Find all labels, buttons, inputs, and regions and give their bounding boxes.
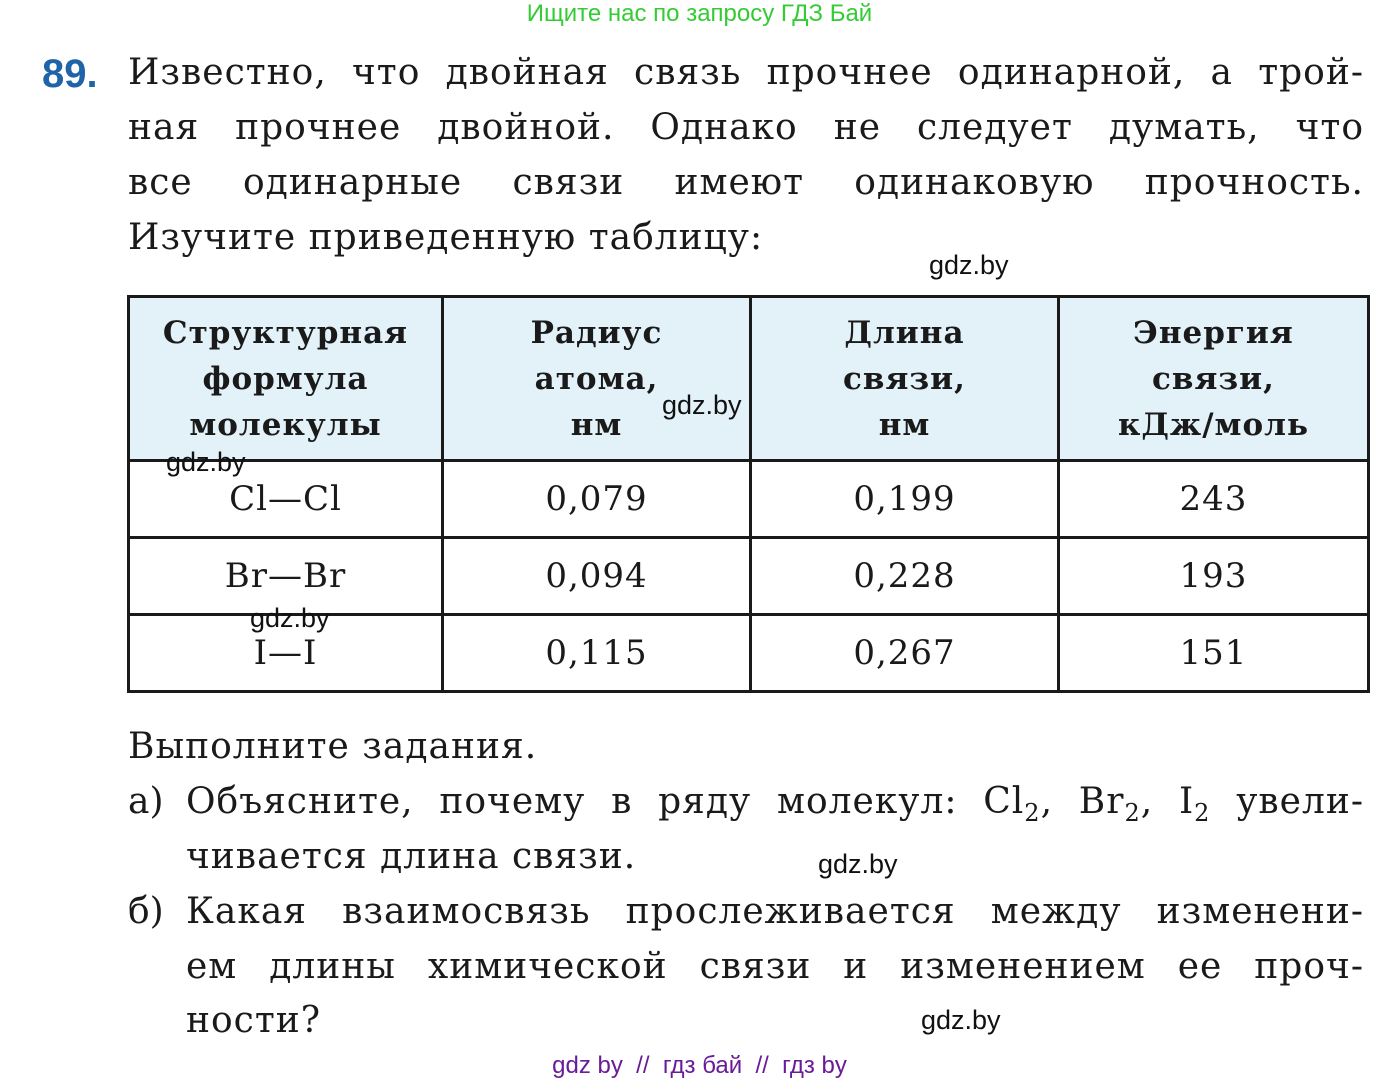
header-formula-line-1: Структурная	[162, 314, 409, 351]
cell-radius: 0,094	[443, 538, 751, 615]
cell-formula: I—I	[129, 615, 443, 692]
header-length-line-2: связи,	[843, 360, 966, 397]
watermark: gdz.by	[921, 1005, 1001, 1035]
header-length-line-3: нм	[878, 406, 931, 443]
item-b-label: б)	[128, 891, 164, 932]
item-a-line-1	[186, 781, 1364, 827]
subscript: 2	[1024, 799, 1041, 827]
header-formula	[129, 297, 443, 461]
watermark: gdz.by	[818, 849, 898, 879]
assignments-heading: Выполните задания.	[128, 726, 538, 767]
item-a-line-2: чивается длина связи.	[186, 836, 637, 877]
cell-length: 0,267	[751, 615, 1059, 692]
header-radius-line-3: нм	[570, 406, 623, 443]
intro-line-1: Известно, что двойная связь прочнее одинарной, а трой-	[128, 52, 1364, 93]
top-banner: Ищите нас по запросу ГДЗ Бай	[526, 0, 873, 27]
item-b-line-2: ем длины химической связи и изменением ее проч-	[186, 946, 1364, 987]
footer-watermark: gdz by // гдз бай // гдз by	[552, 1052, 847, 1079]
header-radius-line-2: атома,	[534, 360, 659, 397]
header-length	[751, 297, 1059, 461]
subscript: 2	[1194, 799, 1211, 827]
item-a-suffix: увели-	[1210, 781, 1364, 822]
cell-energy: 151	[1059, 615, 1369, 692]
header-length-line-1: Длина	[844, 314, 965, 351]
separator: ,	[1140, 781, 1179, 822]
header-energy-line-1: Энергия	[1133, 314, 1294, 351]
header-formula-line-2: формула	[202, 360, 369, 397]
item-b-line-1: Какая взаимосвязь прослеживается между изменени-	[186, 891, 1364, 932]
watermark: gdz.by	[662, 390, 742, 420]
task-number: 89.	[42, 52, 98, 96]
cell-energy: 193	[1059, 538, 1369, 615]
cell-radius: 0,079	[443, 461, 751, 538]
header-formula-line-3: молекулы	[189, 406, 382, 443]
cell-formula: Br—Br	[129, 538, 443, 615]
intro-line-4: Изучите приведенную таблицу:	[128, 217, 764, 258]
table-row	[129, 461, 1369, 538]
item-b-line-3: ности?	[186, 1000, 322, 1041]
cell-length: 0,228	[751, 538, 1059, 615]
table-header-row	[129, 297, 1369, 461]
item-a-prefix: Объясните, почему в ряду молекул:	[186, 781, 984, 822]
cell-radius: 0,115	[443, 615, 751, 692]
molecule-cl: Cl	[983, 781, 1025, 822]
header-energy-line-3: кДж/моль	[1117, 406, 1310, 443]
header-energy	[1059, 297, 1369, 461]
watermark: gdz.by	[166, 447, 246, 477]
watermark: gdz.by	[929, 250, 1009, 280]
subscript: 2	[1124, 799, 1141, 827]
header-radius-line-1: Радиус	[530, 314, 663, 351]
molecule-i: I	[1178, 781, 1195, 822]
cell-formula: Cl—Cl	[129, 461, 443, 538]
header-energy-line-2: связи,	[1152, 360, 1275, 397]
intro-line-3: все одинарные связи имеют одинаковую прочность.	[128, 162, 1364, 203]
molecule-br: Br	[1078, 781, 1125, 822]
item-a-label: а)	[128, 781, 164, 822]
intro-line-2: ная прочнее двойной. Однако не следует думать, что	[128, 107, 1364, 148]
separator: ,	[1040, 781, 1079, 822]
cell-energy: 243	[1059, 461, 1369, 538]
header-radius	[443, 297, 751, 461]
watermark: gdz.by	[250, 603, 330, 633]
cell-length: 0,199	[751, 461, 1059, 538]
